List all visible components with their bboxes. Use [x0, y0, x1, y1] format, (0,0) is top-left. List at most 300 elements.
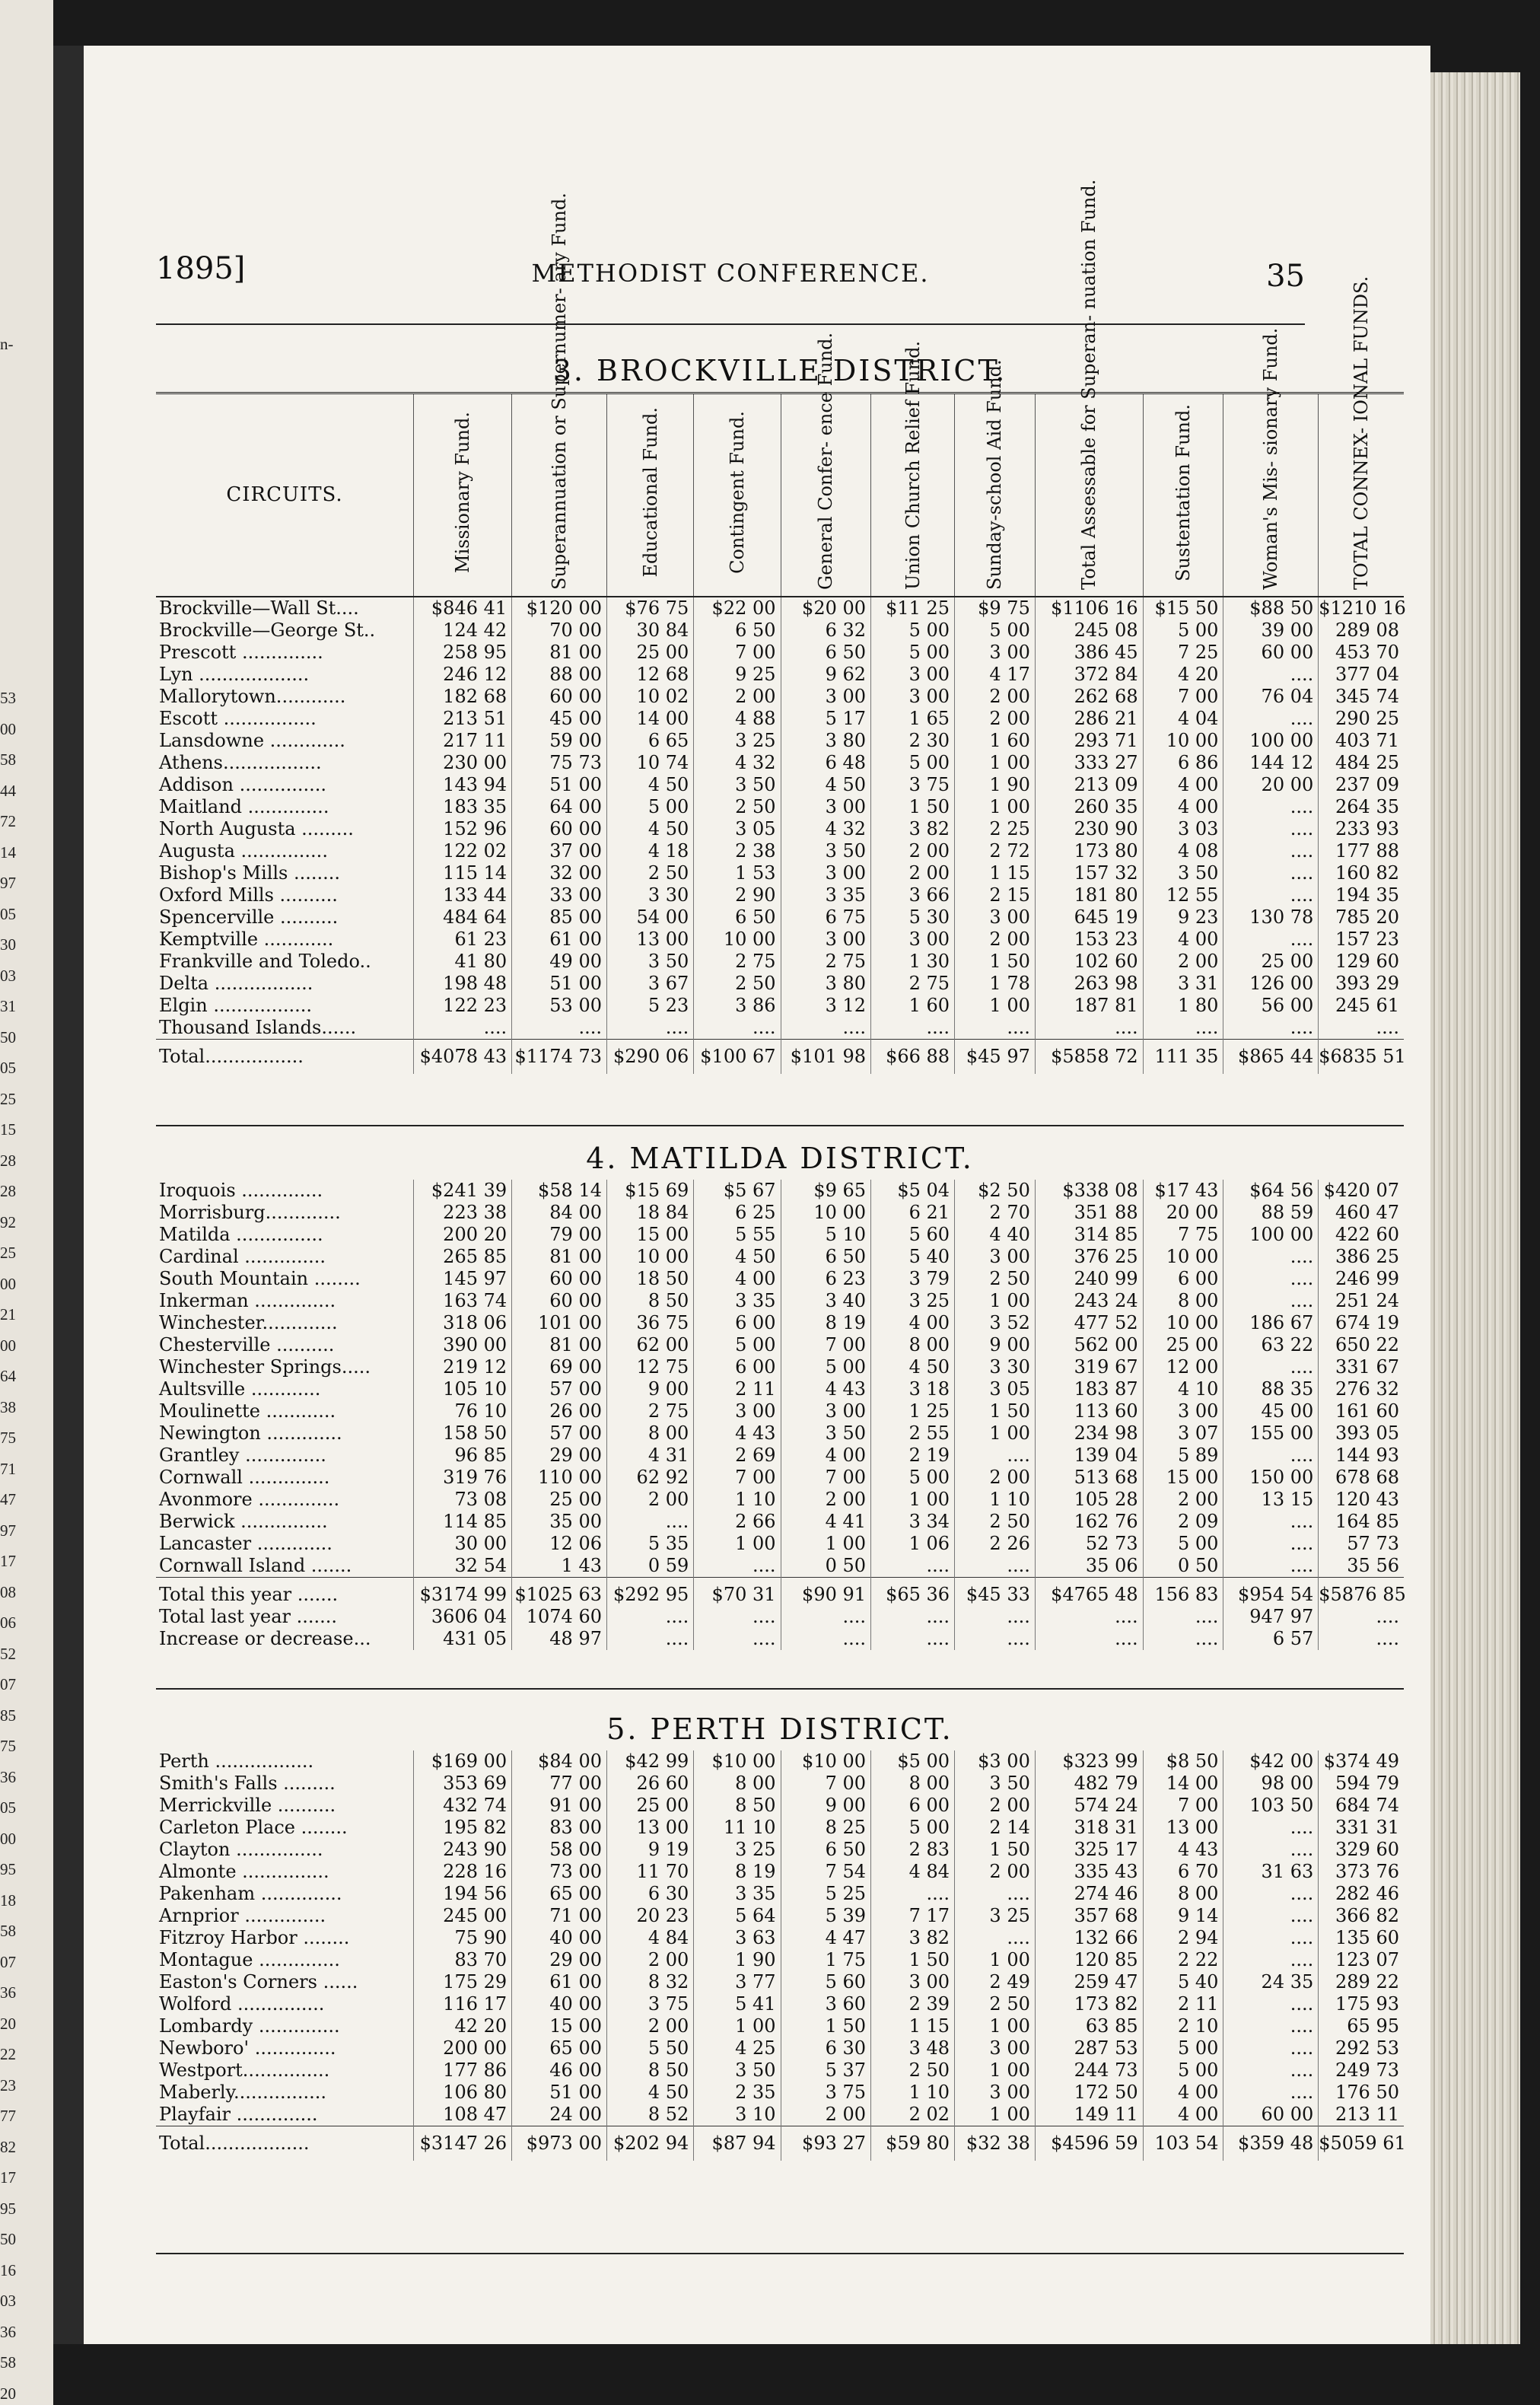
cell-educational-fund: 4 50: [607, 818, 694, 840]
cell-contingent-fund: 2 50: [694, 973, 781, 995]
cell-general-confer-ence-fund: 3 80: [781, 973, 871, 995]
cell-union-church-relief-fund: 4 00: [871, 1312, 955, 1334]
cell-sunday-school-aid-fund: 5 00: [955, 620, 1036, 642]
cell-woman-s-mis-sionary-fund: ....: [1223, 1949, 1319, 1971]
cell-superannuation-or-supernumer-ary-fund: 60 00: [512, 1290, 607, 1312]
cell-sunday-school-aid-fund: 1 10: [955, 1489, 1036, 1511]
cell-contingent-fund: 6 25: [694, 1202, 781, 1224]
circuit-name: Avonmore ..............: [156, 1489, 414, 1511]
circuit-name: Cornwall ..............: [156, 1467, 414, 1489]
cell-contingent-fund: 3 05: [694, 818, 781, 840]
cell-superannuation-or-supernumer-ary-fund: 37 00: [512, 840, 607, 862]
adjacent-page-fragment: 22: [0, 2045, 16, 2063]
cell-missionary-fund: 96 85: [414, 1445, 512, 1467]
cell-woman-s-mis-sionary-fund: 63 22: [1223, 1334, 1319, 1356]
cell-union-church-relief-fund: 6 21: [871, 1202, 955, 1224]
cell-total-assessable-for-superan-nuation-fund: 230 90: [1035, 818, 1143, 840]
cell-general-confer-ence-fund: 4 43: [781, 1378, 871, 1400]
cell-total-assessable-for-superan-nuation-fund: 562 00: [1035, 1334, 1143, 1356]
cell-sustentation-fund: 5 00: [1143, 1533, 1223, 1555]
cell-missionary-fund: $241 39: [414, 1180, 512, 1202]
cell-woman-s-mis-sionary-fund: ....: [1223, 664, 1319, 686]
table-row: [156, 1750, 1404, 1773]
cell-total-assessable-for-superan-nuation-fund: 243 24: [1035, 1290, 1143, 1312]
cell-union-church-relief-fund: ....: [871, 1555, 955, 1578]
cell-superannuation-or-supernumer-ary-fund: 73 00: [512, 1861, 607, 1883]
cell-contingent-fund: 2 66: [694, 1511, 781, 1533]
cell-total-connex-ional-funds: 276 32: [1335, 1378, 1399, 1400]
cell-woman-s-mis-sionary-fund: 13 15: [1223, 1489, 1319, 1511]
circuit-name: Merrickville ..........: [156, 1795, 414, 1817]
cell-total-connex-ional-funds: 345 74: [1335, 686, 1399, 707]
adjacent-page-fragment: 95: [0, 1860, 16, 1878]
cell-superannuation-or-supernumer-ary-fund: 77 00: [512, 1773, 607, 1795]
cell-superannuation-or-supernumer-ary-fund: 65 00: [512, 1883, 607, 1905]
cell-sustentation-fund: 9 14: [1143, 1905, 1223, 1927]
cell-contingent-fund: 3 25: [694, 730, 781, 752]
cell-educational-fund: 15 00: [607, 1224, 694, 1246]
column-header-row: [156, 393, 1404, 597]
cell-sunday-school-aid-fund: 2 26: [955, 1533, 1036, 1555]
cell-general-confer-ence-fund: 5 10: [781, 1224, 871, 1246]
adjacent-page-strip: [0, 0, 53, 2405]
circuit-name: Newington .............: [156, 1422, 414, 1445]
cell-total-connex-ional-funds: 194 35: [1335, 884, 1399, 906]
cell-contingent-fund: 3 50: [694, 774, 781, 796]
cell-woman-s-mis-sionary-fund: ....: [1223, 708, 1319, 730]
cell-educational-fund: 5 35: [607, 1533, 694, 1555]
cell-sunday-school-aid-fund: 1 00: [955, 995, 1036, 1017]
cell-total-assessable-for-superan-nuation-fund: 376 25: [1035, 1246, 1143, 1268]
cell-sustentation-fund: 4 43: [1143, 1839, 1223, 1861]
table-row: [156, 1993, 1404, 2015]
cell-woman-s-mis-sionary-fund: ....: [1223, 1268, 1319, 1290]
cell-woman-s-mis-sionary-fund: ....: [1223, 1533, 1319, 1555]
cell-total-assessable-for-superan-nuation-fund: 113 60: [1035, 1400, 1143, 1422]
cell-union-church-relief-fund: 3 79: [871, 1268, 955, 1290]
cell-contingent-fund: ....: [694, 1628, 781, 1650]
cell-contingent-fund: 6 00: [694, 1312, 781, 1334]
cell-educational-fund: 13 00: [607, 929, 694, 951]
cell-educational-fund: 8 50: [607, 1290, 694, 1312]
cell-contingent-fund: 4 88: [694, 708, 781, 730]
cell-superannuation-or-supernumer-ary-fund: 40 00: [512, 1927, 607, 1949]
cell-woman-s-mis-sionary-fund: ....: [1223, 1927, 1319, 1949]
cell-general-confer-ence-fund: 6 50: [781, 642, 871, 664]
cell-woman-s-mis-sionary-fund: ....: [1223, 1839, 1319, 1861]
cell-woman-s-mis-sionary-fund: 88 59: [1223, 1202, 1319, 1224]
cell-woman-s-mis-sionary-fund: ....: [1223, 1246, 1319, 1268]
circuit-name: Moulinette ............: [156, 1400, 414, 1422]
table-row: [156, 1905, 1404, 1927]
cell-general-confer-ence-fund: $10 00: [781, 1750, 871, 1773]
cell-superannuation-or-supernumer-ary-fund: 46 00: [512, 2059, 607, 2082]
cell-educational-fund: 4 31: [607, 1445, 694, 1467]
circuit-name: Matilda ...............: [156, 1224, 414, 1246]
cell-contingent-fund: 4 50: [694, 1246, 781, 1268]
cell-missionary-fund: 246 12: [414, 664, 512, 686]
adjacent-page-fragment: 50: [0, 1027, 16, 1046]
cell-educational-fund: 10 00: [607, 1246, 694, 1268]
cell-contingent-fund: ....: [694, 1555, 781, 1578]
circuit-name: Playfair ..............: [156, 2104, 414, 2126]
cell-superannuation-or-supernumer-ary-fund: 60 00: [512, 1268, 607, 1290]
table-row: [156, 1817, 1404, 1839]
cell-sustentation-fund: 103 54: [1143, 2126, 1223, 2161]
circuit-name: Bishop's Mills ........: [156, 862, 414, 884]
cell-general-confer-ence-fund: 7 00: [781, 1773, 871, 1795]
cell-total-assessable-for-superan-nuation-fund: 240 99: [1035, 1268, 1143, 1290]
cell-woman-s-mis-sionary-fund: 56 00: [1223, 995, 1319, 1017]
cell-educational-fund: 62 00: [607, 1334, 694, 1356]
cell-general-confer-ence-fund: 8 25: [781, 1817, 871, 1839]
adjacent-page-fragment: 28: [0, 1151, 16, 1170]
cell-woman-s-mis-sionary-fund: 6 57: [1223, 1628, 1319, 1650]
column-header-woman-s-mis-sionary-fund: [1223, 327, 1319, 597]
cell-sustentation-fund: 2 00: [1143, 951, 1223, 973]
cell-superannuation-or-supernumer-ary-fund: 101 00: [512, 1312, 607, 1334]
perth-district-table: [156, 1750, 1404, 2161]
cell-missionary-fund: 182 68: [414, 686, 512, 708]
cell-woman-s-mis-sionary-fund: ....: [1223, 2037, 1319, 2059]
cell-superannuation-or-supernumer-ary-fund: 71 00: [512, 1905, 607, 1927]
cell-total-assessable-for-superan-nuation-fund: 245 08: [1035, 620, 1143, 642]
cell-superannuation-or-supernumer-ary-fund: 85 00: [512, 906, 607, 929]
cell-sunday-school-aid-fund: $2 50: [955, 1180, 1036, 1202]
cell-union-church-relief-fund: 3 25: [871, 1290, 955, 1312]
cell-woman-s-mis-sionary-fund: 60 00: [1223, 2104, 1319, 2126]
circuit-name: Total..................: [156, 2126, 414, 2161]
cell-woman-s-mis-sionary-fund: ....: [1223, 2082, 1319, 2104]
cell-total-connex-ional-funds: $5059 61: [1319, 2126, 1404, 2161]
column-header-label: TOTAL CONNEX- IONAL FUNDS.: [1351, 276, 1373, 590]
cell-total-connex-ional-funds: 292 53: [1335, 2037, 1399, 2059]
cell-missionary-fund: 245 00: [414, 1905, 512, 1927]
circuit-name: Pakenham ..............: [156, 1883, 414, 1905]
cell-total-connex-ional-funds: 35 56: [1347, 1555, 1399, 1576]
adjacent-page-fragment: 03: [0, 966, 16, 985]
cell-sunday-school-aid-fund: 2 50: [955, 1511, 1036, 1533]
column-header-contingent-fund: [694, 393, 781, 597]
cell-missionary-fund: 183 35: [414, 796, 512, 818]
cell-total-connex-ional-funds: 237 09: [1335, 774, 1399, 795]
adjacent-page-fragment: 82: [0, 2137, 16, 2156]
cell-total-connex-ional-funds: 594 79: [1335, 1773, 1399, 1794]
adjacent-page-fragment: 31: [0, 997, 16, 1015]
cell-total-connex-ional-funds: $374 49: [1323, 1750, 1399, 1772]
cell-sustentation-fund: 3 31: [1143, 973, 1223, 995]
circuit-name: Winchester.............: [156, 1312, 414, 1334]
circuit-name: Escott ................: [156, 708, 414, 730]
cell-union-church-relief-fund: 1 15: [871, 2015, 955, 2037]
cell-union-church-relief-fund: 1 50: [871, 796, 955, 818]
cell-total-assessable-for-superan-nuation-fund: 120 85: [1035, 1949, 1143, 1971]
cell-total-connex-ional-funds: 331 31: [1335, 1817, 1399, 1838]
cell-sustentation-fund: 10 00: [1143, 1312, 1223, 1334]
table-row: [156, 906, 1404, 929]
cell-sunday-school-aid-fund: 1 50: [955, 1400, 1036, 1422]
cell-contingent-fund: 8 00: [694, 1773, 781, 1795]
cell-contingent-fund: 7 00: [694, 1467, 781, 1489]
cell-general-confer-ence-fund: 5 25: [781, 1883, 871, 1905]
cell-sustentation-fund: 1 80: [1143, 995, 1223, 1017]
table-row: [156, 1180, 1404, 1202]
table-row: [156, 620, 1404, 642]
circuit-name: Perth .................: [156, 1750, 414, 1773]
cell-total-connex-ional-funds: $420 07: [1323, 1180, 1399, 1201]
cell-superannuation-or-supernumer-ary-fund: 32 00: [512, 862, 607, 884]
cell-union-church-relief-fund: 4 50: [871, 1356, 955, 1378]
cell-superannuation-or-supernumer-ary-fund: 26 00: [512, 1400, 607, 1422]
circuit-name: Maberly................: [156, 2082, 414, 2104]
table-row: [156, 1445, 1404, 1467]
cell-sustentation-fund: $8 50: [1143, 1750, 1223, 1773]
cell-contingent-fund: 3 25: [694, 1839, 781, 1861]
cell-general-confer-ence-fund: ....: [781, 1606, 871, 1628]
circuit-name: Almonte ...............: [156, 1861, 414, 1883]
cell-union-church-relief-fund: $59 80: [871, 2126, 955, 2161]
cell-educational-fund: 30 84: [607, 620, 694, 642]
cell-woman-s-mis-sionary-fund: 24 35: [1223, 1971, 1319, 1993]
cell-missionary-fund: 390 00: [414, 1334, 512, 1356]
cell-sustentation-fund: 20 00: [1143, 1202, 1223, 1224]
cell-missionary-fund: 124 42: [414, 620, 512, 642]
cell-union-church-relief-fund: 2 02: [871, 2104, 955, 2126]
cell-woman-s-mis-sionary-fund: 947 97: [1223, 1606, 1319, 1628]
cell-woman-s-mis-sionary-fund: 130 78: [1223, 906, 1319, 929]
cell-woman-s-mis-sionary-fund: $88 50: [1223, 597, 1319, 620]
adjacent-page-fragment: 16: [0, 2260, 16, 2279]
cell-sustentation-fund: 7 00: [1143, 686, 1223, 708]
cell-missionary-fund: 30 00: [414, 1533, 512, 1555]
cell-sunday-school-aid-fund: 2 00: [955, 686, 1036, 708]
cell-sunday-school-aid-fund: 2 15: [955, 884, 1036, 906]
cell-general-confer-ence-fund: 3 35: [781, 884, 871, 906]
adjacent-page-fragment: 36: [0, 1767, 16, 1786]
cell-woman-s-mis-sionary-fund: ....: [1223, 818, 1319, 840]
cell-contingent-fund: $22 00: [694, 597, 781, 620]
cell-sunday-school-aid-fund: 2 50: [955, 1268, 1036, 1290]
cell-sustentation-fund: 6 86: [1143, 752, 1223, 774]
cell-educational-fund: 10 74: [607, 752, 694, 774]
cell-contingent-fund: 3 86: [694, 995, 781, 1017]
cell-total-connex-ional-funds: 129 60: [1335, 951, 1399, 972]
cell-educational-fund: 9 00: [607, 1378, 694, 1400]
cell-total-assessable-for-superan-nuation-fund: $5858 72: [1035, 1040, 1143, 1075]
cell-contingent-fund: 6 50: [694, 620, 781, 642]
cell-general-confer-ence-fund: 4 00: [781, 1445, 871, 1467]
cell-sustentation-fund: 10 00: [1143, 1246, 1223, 1268]
cell-superannuation-or-supernumer-ary-fund: 83 00: [512, 1817, 607, 1839]
header-year: 1895]: [156, 251, 246, 286]
cell-total-assessable-for-superan-nuation-fund: 105 28: [1035, 1489, 1143, 1511]
cell-contingent-fund: 5 41: [694, 1993, 781, 2015]
circuit-name: Addison ...............: [156, 774, 414, 796]
cell-contingent-fund: $87 94: [694, 2126, 781, 2161]
cell-union-church-relief-fund: ....: [871, 1606, 955, 1628]
column-header-circuits: CIRCUITS.: [156, 393, 414, 597]
cell-total-assessable-for-superan-nuation-fund: 183 87: [1035, 1378, 1143, 1400]
table-row: [156, 995, 1404, 1017]
cell-superannuation-or-supernumer-ary-fund: 1074 60: [512, 1606, 607, 1628]
cell-educational-fund: 4 84: [607, 1927, 694, 1949]
cell-woman-s-mis-sionary-fund: $64 56: [1223, 1180, 1319, 1202]
cell-sustentation-fund: ....: [1143, 1606, 1223, 1628]
cell-educational-fund: 10 02: [607, 686, 694, 708]
cell-sunday-school-aid-fund: ....: [955, 1445, 1036, 1467]
cell-total-connex-ional-funds: 177 88: [1335, 840, 1399, 862]
cell-superannuation-or-supernumer-ary-fund: 61 00: [512, 1971, 607, 1993]
column-header-label: General Confer- ence Fund.: [815, 332, 837, 590]
district-title-perth: 5. PERTH DISTRICT.: [606, 1712, 953, 1746]
cell-total-assessable-for-superan-nuation-fund: 172 50: [1035, 2082, 1143, 2104]
cell-woman-s-mis-sionary-fund: 98 00: [1223, 1773, 1319, 1795]
cell-missionary-fund: 163 74: [414, 1290, 512, 1312]
cell-total-assessable-for-superan-nuation-fund: $323 99: [1035, 1750, 1143, 1773]
adjacent-page-fragment: 00: [0, 1829, 16, 1848]
cell-educational-fund: 2 50: [607, 862, 694, 884]
cell-superannuation-or-supernumer-ary-fund: 59 00: [512, 730, 607, 752]
cell-total-connex-ional-funds: 329 60: [1335, 1839, 1399, 1860]
total-row: [156, 1606, 1404, 1628]
cell-missionary-fund: 106 80: [414, 2082, 512, 2104]
cell-total-assessable-for-superan-nuation-fund: 162 76: [1035, 1511, 1143, 1533]
cell-missionary-fund: 217 11: [414, 730, 512, 752]
cell-union-church-relief-fund: 3 18: [871, 1378, 955, 1400]
adjacent-page-fragment: 28: [0, 1182, 16, 1200]
cell-contingent-fund: $100 67: [694, 1040, 781, 1075]
cell-superannuation-or-supernumer-ary-fund: 81 00: [512, 1334, 607, 1356]
cell-missionary-fund: 258 95: [414, 642, 512, 664]
cell-general-confer-ence-fund: 1 75: [781, 1949, 871, 1971]
cell-superannuation-or-supernumer-ary-fund: 51 00: [512, 973, 607, 995]
cell-total-assessable-for-superan-nuation-fund: 357 68: [1035, 1905, 1143, 1927]
cell-total-assessable-for-superan-nuation-fund: $4765 48: [1035, 1578, 1143, 1607]
circuit-name: Cornwall Island .......: [156, 1555, 414, 1578]
cell-educational-fund: 18 84: [607, 1202, 694, 1224]
cell-missionary-fund: 83 70: [414, 1949, 512, 1971]
cell-woman-s-mis-sionary-fund: 60 00: [1223, 642, 1319, 664]
cell-total-assessable-for-superan-nuation-fund: 645 19: [1035, 906, 1143, 929]
adjacent-page-fragment: 71: [0, 1459, 16, 1478]
circuit-name: Brockville—Wall St....: [156, 597, 414, 620]
cell-woman-s-mis-sionary-fund: ....: [1223, 840, 1319, 862]
cell-sunday-school-aid-fund: 2 70: [955, 1202, 1036, 1224]
cell-sustentation-fund: 3 50: [1143, 862, 1223, 884]
cell-contingent-fund: 5 55: [694, 1224, 781, 1246]
district-title-matilda: 4. MATILDA DISTRICT.: [586, 1142, 974, 1175]
book-spine: [53, 46, 84, 2344]
table-row: [156, 597, 1404, 620]
cell-general-confer-ence-fund: 3 00: [781, 862, 871, 884]
adjacent-page-fragment: 50: [0, 2230, 16, 2248]
table-row: [156, 1883, 1404, 1905]
cell-contingent-fund: 6 50: [694, 906, 781, 929]
cell-contingent-fund: 1 00: [694, 2015, 781, 2037]
cell-union-church-relief-fund: 3 00: [871, 664, 955, 686]
cell-woman-s-mis-sionary-fund: 126 00: [1223, 973, 1319, 995]
adjacent-page-fragment: 03: [0, 2292, 16, 2310]
circuit-name: Total last year .......: [156, 1606, 414, 1628]
cell-educational-fund: 3 67: [607, 973, 694, 995]
cell-woman-s-mis-sionary-fund: 103 50: [1223, 1795, 1319, 1817]
cell-sunday-school-aid-fund: 3 00: [955, 642, 1036, 664]
cell-sustentation-fund: 3 07: [1143, 1422, 1223, 1445]
cell-superannuation-or-supernumer-ary-fund: 49 00: [512, 951, 607, 973]
cell-educational-fund: 25 00: [607, 642, 694, 664]
cell-missionary-fund: 200 20: [414, 1224, 512, 1246]
cell-general-confer-ence-fund: $101 98: [781, 1040, 871, 1075]
cell-total-assessable-for-superan-nuation-fund: 187 81: [1035, 995, 1143, 1017]
cell-sustentation-fund: 7 00: [1143, 1795, 1223, 1817]
column-header-label: Woman's Mis- sionary Fund.: [1260, 327, 1282, 590]
circuit-name: Iroquois ..............: [156, 1180, 414, 1202]
cell-missionary-fund: 265 85: [414, 1246, 512, 1268]
cell-union-church-relief-fund: 1 50: [871, 1949, 955, 1971]
cell-union-church-relief-fund: 2 30: [871, 730, 955, 752]
cell-educational-fund: 3 75: [607, 1993, 694, 2015]
cell-general-confer-ence-fund: 6 50: [781, 1839, 871, 1861]
cell-total-assessable-for-superan-nuation-fund: 259 47: [1035, 1971, 1143, 1993]
cell-sunday-school-aid-fund: 1 00: [955, 2015, 1036, 2037]
cell-missionary-fund: 219 12: [414, 1356, 512, 1378]
cell-missionary-fund: 114 85: [414, 1511, 512, 1533]
cell-general-confer-ence-fund: 6 75: [781, 906, 871, 929]
cell-total-assessable-for-superan-nuation-fund: 318 31: [1035, 1817, 1143, 1839]
cell-general-confer-ence-fund: 7 00: [781, 1467, 871, 1489]
cell-total-assessable-for-superan-nuation-fund: 335 43: [1035, 1861, 1143, 1883]
cell-sustentation-fund: 4 04: [1143, 708, 1223, 730]
cell-sunday-school-aid-fund: 3 00: [955, 2037, 1036, 2059]
cell-woman-s-mis-sionary-fund: 88 35: [1223, 1378, 1319, 1400]
cell-total-assessable-for-superan-nuation-fund: 52 73: [1035, 1533, 1143, 1555]
cell-superannuation-or-supernumer-ary-fund: 51 00: [512, 774, 607, 796]
cell-contingent-fund: 1 10: [694, 1489, 781, 1511]
cell-general-confer-ence-fund: 3 50: [781, 840, 871, 862]
cell-union-church-relief-fund: 1 10: [871, 2082, 955, 2104]
table-row: [156, 752, 1404, 774]
cell-contingent-fund: 3 35: [694, 1883, 781, 1905]
cell-sunday-school-aid-fund: 2 00: [955, 708, 1036, 730]
cell-contingent-fund: 4 25: [694, 2037, 781, 2059]
table-row: [156, 642, 1404, 664]
cell-contingent-fund: 5 64: [694, 1905, 781, 1927]
cell-total-connex-ional-funds: 403 71: [1335, 730, 1399, 751]
cell-superannuation-or-supernumer-ary-fund: $120 00: [512, 597, 607, 620]
cell-educational-fund: 5 50: [607, 2037, 694, 2059]
cell-union-church-relief-fund: 2 75: [871, 973, 955, 995]
column-header-label: Sunday-school Aid Fund.: [984, 358, 1006, 590]
cell-general-confer-ence-fund: 3 80: [781, 730, 871, 752]
cell-sunday-school-aid-fund: ....: [955, 1927, 1036, 1949]
cell-educational-fund: ....: [607, 1606, 694, 1628]
page-edges: [1430, 72, 1520, 2344]
cell-superannuation-or-supernumer-ary-fund: 110 00: [512, 1467, 607, 1489]
cell-total-assessable-for-superan-nuation-fund: 319 67: [1035, 1356, 1143, 1378]
circuit-name: Lombardy ..............: [156, 2015, 414, 2037]
table-row: [156, 1224, 1404, 1246]
cell-union-church-relief-fund: 5 30: [871, 906, 955, 929]
cell-general-confer-ence-fund: 2 00: [781, 1489, 871, 1511]
cell-superannuation-or-supernumer-ary-fund: 91 00: [512, 1795, 607, 1817]
cell-sunday-school-aid-fund: 2 00: [955, 929, 1036, 951]
cell-total-connex-ional-funds: 453 70: [1335, 642, 1399, 663]
cell-union-church-relief-fund: 2 39: [871, 1993, 955, 2015]
cell-contingent-fund: 3 00: [694, 1400, 781, 1422]
column-header-educational-fund: [607, 393, 694, 597]
adjacent-page-fragment: 36: [0, 1983, 16, 2002]
adjacent-page-fragment: 07: [0, 1675, 16, 1693]
